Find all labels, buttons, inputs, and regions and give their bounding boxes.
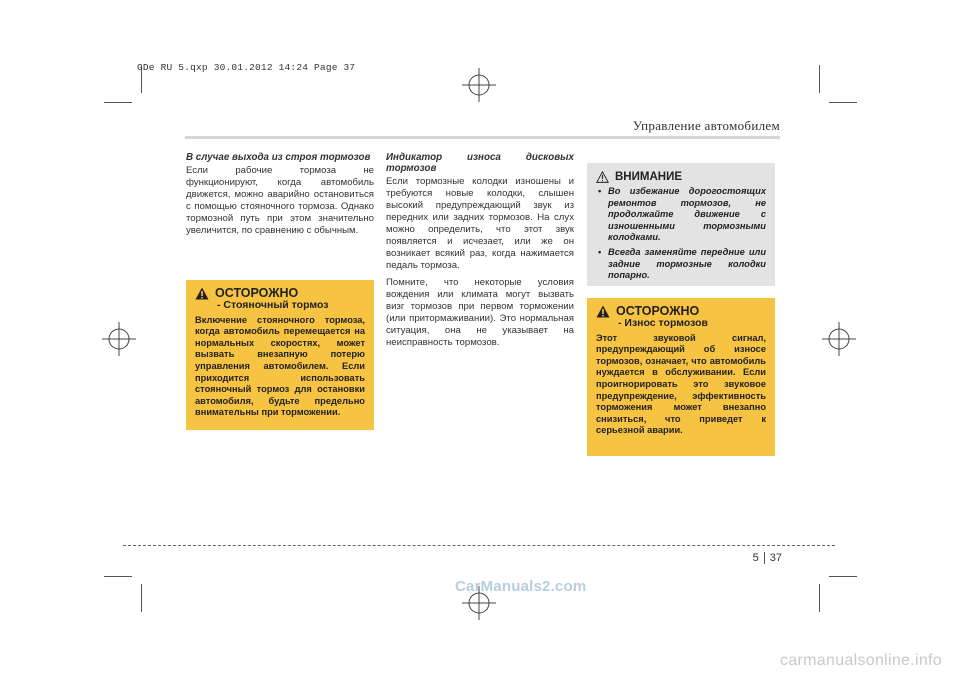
notice-header (596, 170, 766, 184)
paragraph: Если рабочие тормоза не функционируют, когда автомобиль движется, можно аварийно остановиться с помощью стояночного тормоза. Однако тормозной путь при этом значительно увеличится, по сравнению с обычным. (186, 165, 374, 236)
middle-column (386, 152, 574, 354)
notice-title: ВНИМАНИЕ (615, 171, 683, 183)
warning-icon (195, 287, 209, 300)
watermark-top: CarManuals2.com (455, 578, 587, 595)
warning-title: ОСТОРОЖНО (215, 286, 299, 300)
crop-mark (104, 102, 132, 103)
registration-mark-icon (462, 68, 496, 102)
notice-list (596, 186, 766, 282)
print-slug: GDe RU 5.qxp 30.01.2012 14:24 Page 37 (137, 62, 356, 73)
title-rule (185, 136, 780, 139)
warning-subtitle: - Износ тормозов (618, 317, 708, 329)
warning-icon (596, 305, 610, 318)
list-item: • Во избежание дорогостоящих ремонтов тормозов, не продолжайте движение с изношенными тормозными колодками. (596, 186, 766, 244)
paragraph: Если тормозные колодки изношены и требуются новые колодки, слышен высокий предупреждающий звук из передних или задних тормозов. На слух можно определить, что этот звук появляется и исчезает, или же он возникает всякий раз, когда нажимается педаль тормоза. (386, 176, 574, 271)
left-column (186, 152, 374, 242)
crop-mark (819, 65, 820, 93)
warning-header (596, 304, 766, 318)
notice-box (587, 163, 775, 286)
footer-rule (123, 545, 835, 546)
page-number-value: 37 (769, 552, 782, 564)
list-item: • Всегда заменяйте передние или задние тормозные колодки попарно. (596, 247, 766, 282)
warning-subtitle: - Стояночный тормоз (217, 299, 329, 311)
watermark-bottom: carmanualsonline.info (780, 652, 942, 669)
crop-mark (104, 576, 132, 577)
registration-mark-icon (822, 322, 856, 356)
section-heading: Индикатор износа дисковых тормозов (386, 152, 574, 174)
warning-box-brake-wear (587, 298, 775, 456)
warning-text: Этот звуковой сигнал, предупреждающий об износе тормозов, означает, что автомобиль нуждается в обслуживании. Если проигнорировать это звуковое предупреждение, эффективность торможения может внезапно снизиться, что приведет к серьезной аварии. (596, 332, 766, 436)
caution-icon (596, 171, 609, 183)
warning-header (195, 286, 365, 300)
paragraph: Помните, что некоторые условия вождения или климата могут вызвать визг тормозов при первом торможении (или притормаживании). Это нормальная ситуация, она не указывает на неисправность тормозов. (386, 277, 574, 348)
page-number (753, 552, 782, 564)
section-heading: В случае выхода из строя тормозов (186, 152, 371, 163)
crop-mark (829, 102, 857, 103)
chapter-number: 5 (752, 552, 759, 564)
warning-title: ОСТОРОЖНО (616, 304, 700, 318)
warning-box-parking-brake (186, 280, 374, 430)
warning-text: Включение стояночного тормоза, когда автомобиль перемещается на нормальных скоростях, может вызвать внезапную потерю управления автомобилем. Если приходится использовать стояночный тормоз для остановки автомобиля, будьте предельно внимательны при торможении. (195, 314, 365, 418)
crop-mark (829, 576, 857, 577)
page-number-separator (764, 552, 765, 564)
registration-mark-icon (102, 322, 136, 356)
section-title: Управление автомобилем (632, 118, 780, 133)
crop-mark (819, 584, 820, 612)
crop-mark (141, 584, 142, 612)
